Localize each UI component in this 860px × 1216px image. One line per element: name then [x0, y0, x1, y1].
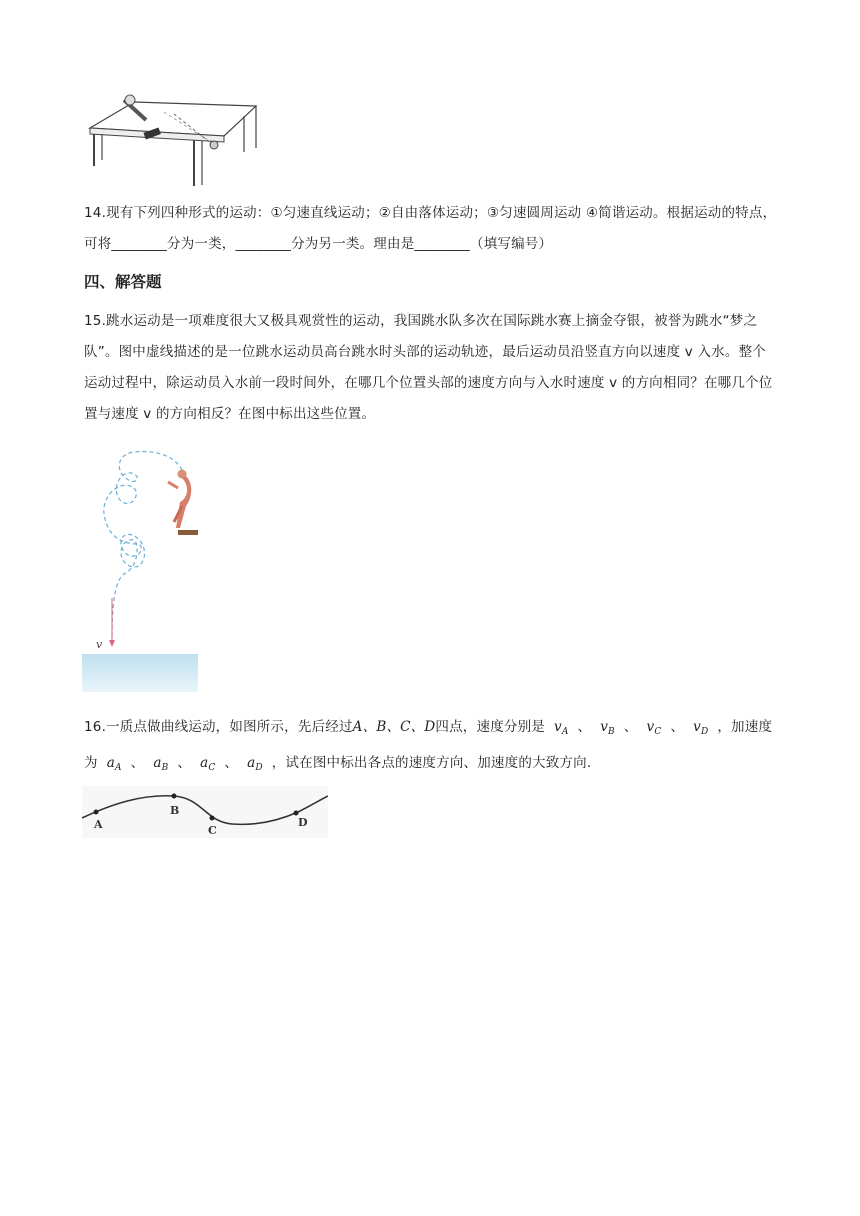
acceleration-D: $a_D$ — [247, 755, 263, 773]
acceleration-C: $a_C$ — [200, 755, 216, 773]
q16-suffix: ，试在图中标出各点的速度方向、加速度的大致方向. — [271, 755, 592, 771]
label-A: A — [94, 818, 103, 831]
acceleration-A: $a_A$ — [106, 755, 122, 773]
q16-mid1: 四点，速度分别是 — [435, 719, 546, 735]
point-D — [294, 811, 299, 816]
acceleration-B: $a_B$ — [153, 755, 169, 773]
q16-points: A、B、C、D — [352, 719, 436, 735]
label-C: C — [208, 824, 217, 837]
point-B — [172, 794, 177, 799]
label-D: D — [298, 816, 308, 829]
question-14: 14.现有下列四种形式的运动：①匀速直线运动；②自由落体运动；③匀速圆周运动 ④简谐运动。根据运动的特点，可将________分为一类，________分为另一类。理由是________（填写编号） — [84, 205, 777, 252]
diver-trajectory-figure — [82, 448, 202, 693]
q16-mid2: ，加速度为 — [84, 719, 773, 771]
point-A — [94, 810, 99, 815]
table-experiment-figure — [84, 88, 260, 188]
velocity-C: $v_C$ — [646, 719, 662, 737]
q16-prefix: 16.一质点做曲线运动，如图所示，先后经过 — [84, 719, 353, 735]
section-heading: 四、解答题 — [84, 273, 162, 291]
velocity-B: $v_B$ — [600, 719, 615, 737]
curve-motion-figure — [82, 786, 328, 838]
question-16: 16.一质点做曲线运动，如图所示，先后经过A、B、C、D四点，速度分别是 $v_A$ 、 $v_B$ 、 $v_C$ 、 $v_D$ ，加速度为 $a_A$ 、 $a_B$ 、 $a_C$ 、 $a_D$ ，试在图中标出各点的速度方向、加速度的大致方向. — [84, 719, 773, 773]
velocity-D: $v_D$ — [693, 719, 709, 737]
label-B: B — [170, 804, 180, 817]
question-15: 15.跳水运动是一项难度很大又极具观赏性的运动，我国跳水队多次在国际跳水赛上摘金夺银，被誉为跳水“梦之队”。图中虚线描述的是一位跳水运动员高台跳水时头部的运动轨迹，最后运动员沿竖直方向以速度 v 入水。整个运动过程中，除运动员入水前一段时间外，在哪几个位置头部的速度方向与入水时速度 v 的方向相同？在哪几个位置与速度 v 的方向相反？在图中标出这些位置。 — [84, 313, 773, 422]
velocity-label: v — [96, 638, 103, 651]
velocity-A: $v_A$ — [554, 719, 569, 737]
point-C — [210, 816, 215, 821]
